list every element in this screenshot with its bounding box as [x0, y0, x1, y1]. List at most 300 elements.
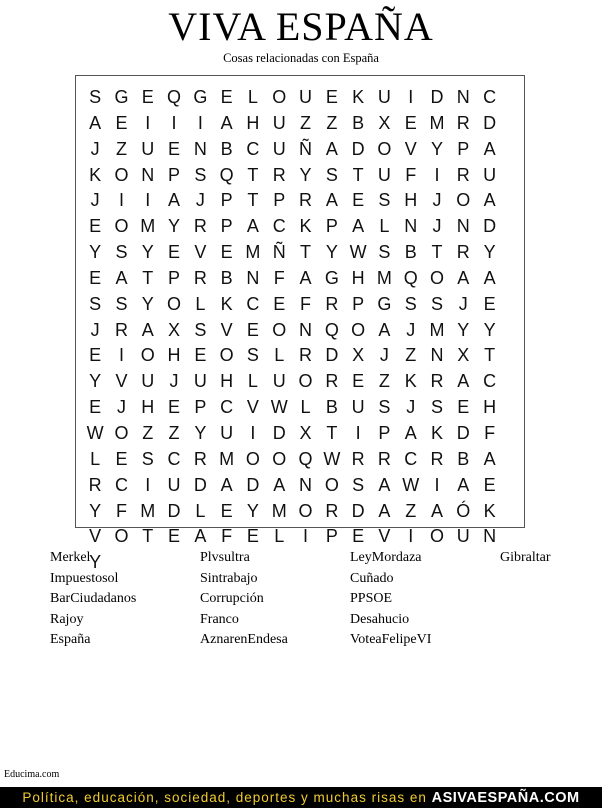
grid-letter: F	[300, 293, 312, 314]
grid-letter: S	[115, 293, 128, 314]
grid-letter: J	[432, 190, 442, 211]
grid-letter: S	[194, 319, 207, 340]
grid-letter: Z	[168, 422, 180, 443]
grid-letter: S	[115, 242, 128, 263]
grid-letter: B	[220, 138, 233, 159]
grid-letter: W	[270, 397, 288, 418]
grid-letter: L	[274, 345, 285, 366]
grid-letter: C	[483, 87, 497, 107]
grid-letter: U	[456, 526, 470, 547]
grid-letter: Y	[457, 319, 470, 340]
grid-letter: Q	[298, 448, 313, 469]
grid-letter: O	[351, 319, 366, 340]
word-column-4	[500, 548, 602, 569]
grid-letter: C	[167, 448, 181, 469]
grid-letter: X	[457, 345, 470, 366]
grid-letter: X	[352, 345, 365, 366]
grid-letter: Ñ	[299, 138, 313, 159]
grid-letter: B	[352, 112, 365, 133]
word-list-item: PPSOE	[350, 591, 393, 606]
grid-letter: H	[351, 267, 365, 288]
grid-letter: R	[430, 371, 444, 392]
grid-letter: O	[114, 422, 129, 443]
grid-letter: T	[142, 526, 154, 547]
grid-letter: Z	[142, 422, 154, 443]
grid-letter: C	[483, 371, 497, 392]
grid-letter: I	[434, 164, 440, 185]
grid-letter: U	[272, 371, 286, 392]
grid-letter: A	[141, 319, 154, 340]
grid-letter: S	[378, 397, 391, 418]
grid-letter: E	[220, 87, 233, 107]
grid-letter: I	[408, 87, 414, 107]
word-list-item: BarCiudadanos	[50, 591, 137, 606]
grid-letter: A	[483, 190, 496, 211]
grid-letter: J	[90, 190, 100, 211]
footer-brand-link[interactable]: ASIVAESPAÑA.COM	[431, 790, 580, 806]
grid-letter: O	[430, 526, 445, 547]
grid-letter: P	[168, 164, 181, 185]
grid-letter: G	[377, 293, 392, 314]
grid-letter: V	[404, 138, 417, 159]
grid-letter: Y	[431, 138, 444, 159]
grid-letter: U	[220, 422, 234, 443]
grid-letter: O	[272, 448, 287, 469]
grid-letter: I	[355, 422, 361, 443]
grid-letter: V	[246, 397, 259, 418]
grid-letter: W	[402, 474, 420, 495]
grid-letter: K	[299, 216, 312, 237]
grid-letter: L	[300, 397, 311, 418]
grid-letter: E	[168, 138, 181, 159]
grid-letter: M	[140, 216, 156, 237]
grid-letter: H	[167, 345, 181, 366]
grid-letter: U	[377, 87, 391, 107]
grid-letter: N	[299, 319, 313, 340]
grid-letter: S	[352, 474, 365, 495]
grid-letter: C	[272, 216, 286, 237]
grid-letter: B	[404, 242, 417, 263]
grid-letter: Y	[325, 242, 338, 263]
grid-letter: D	[246, 474, 260, 495]
grid-letter: R	[299, 345, 313, 366]
grid-letter: Y	[141, 242, 154, 263]
grid-letter: Y	[89, 242, 102, 263]
grid-letter: L	[90, 448, 101, 469]
grid-letter: D	[351, 138, 365, 159]
word-list-item: Merkel	[50, 550, 91, 565]
grid-letter: R	[193, 216, 207, 237]
letter-grid	[82, 85, 503, 576]
grid-letter: K	[352, 87, 365, 107]
grid-letter: A	[483, 138, 496, 159]
grid-letter: V	[115, 371, 128, 392]
grid-letter: N	[404, 216, 418, 237]
grid-letter: R	[456, 164, 470, 185]
grid-letter: A	[457, 474, 470, 495]
grid-letter: O	[245, 448, 260, 469]
grid-letter: O	[114, 526, 129, 547]
grid-letter: L	[195, 500, 206, 521]
grid-letter: R	[299, 190, 313, 211]
grid-letter: G	[114, 87, 129, 107]
grid-letter: Y	[89, 552, 102, 573]
grid-letter: K	[483, 500, 496, 521]
grid-letter: Q	[324, 319, 339, 340]
grid-letter: E	[115, 448, 128, 469]
grid-letter: A	[378, 319, 391, 340]
grid-letter: V	[194, 242, 207, 263]
grid-letter: J	[458, 293, 468, 314]
word-list-item: España	[50, 632, 91, 647]
grid-letter: Q	[403, 267, 418, 288]
grid-letter: E	[246, 526, 259, 547]
grid-letter: S	[378, 190, 391, 211]
grid-letter: E	[89, 345, 102, 366]
grid-letter: I	[118, 345, 124, 366]
grid-letter: P	[168, 267, 181, 288]
grid-letter: E	[168, 242, 181, 263]
grid-letter: D	[456, 422, 470, 443]
grid-letter: J	[116, 397, 126, 418]
grid-letter: U	[483, 164, 497, 185]
grid-letter: P	[220, 216, 233, 237]
grid-letter: S	[431, 397, 444, 418]
grid-letter: H	[220, 371, 234, 392]
grid-letter: S	[246, 345, 259, 366]
grid-letter: Y	[483, 242, 496, 263]
grid-letter: Z	[405, 345, 417, 366]
grid-letter: I	[145, 190, 151, 211]
grid-letter: L	[247, 371, 258, 392]
grid-letter: R	[325, 293, 339, 314]
grid-letter: U	[351, 397, 365, 418]
grid-letter: V	[89, 526, 102, 547]
grid-letter: A	[352, 216, 365, 237]
grid-letter: E	[220, 500, 233, 521]
grid-letter: M	[271, 500, 287, 521]
grid-letter: C	[114, 474, 128, 495]
grid-letter: O	[114, 216, 129, 237]
word-list-item: Desahucio	[350, 611, 410, 627]
grid-letter: I	[197, 112, 203, 133]
grid-letter: S	[378, 242, 391, 263]
grid-letter: Y	[246, 500, 259, 521]
grid-letter: J	[432, 216, 442, 237]
word-column-1	[50, 548, 190, 651]
grid-letter: I	[408, 526, 414, 547]
grid-letter: P	[378, 422, 391, 443]
word-list-item: Franco	[200, 611, 239, 627]
grid-letter: E	[89, 267, 102, 288]
grid-letter: Y	[299, 164, 312, 185]
grid-letter: K	[404, 371, 417, 392]
grid-letter: D	[272, 422, 286, 443]
grid-letter: J	[406, 397, 416, 418]
grid-letter: J	[169, 371, 179, 392]
grid-letter: S	[141, 448, 154, 469]
grid-letter: J	[195, 190, 205, 211]
grid-letter: A	[220, 112, 233, 133]
grid-letter: W	[323, 448, 341, 469]
grid-letter: N	[430, 345, 444, 366]
grid-letter: N	[456, 87, 470, 107]
grid-letter: A	[194, 526, 207, 547]
grid-letter: I	[434, 474, 440, 495]
grid-letter: E	[89, 216, 102, 237]
grid-letter: Y	[89, 500, 102, 521]
grid-letter: R	[377, 448, 391, 469]
grid-letter: E	[89, 397, 102, 418]
grid-letter: G	[324, 267, 339, 288]
grid-letter: P	[220, 190, 233, 211]
grid-letter: W	[86, 422, 104, 443]
page-subtitle: Cosas relacionadas con España	[223, 51, 379, 65]
grid-letter: R	[325, 371, 339, 392]
grid-letter: T	[326, 422, 338, 443]
word-column-2	[200, 548, 340, 651]
grid-letter: S	[194, 164, 207, 185]
grid-letter: Z	[405, 500, 417, 521]
grid-letter: P	[352, 293, 365, 314]
grid-letter: C	[404, 448, 418, 469]
grid-letter: I	[250, 422, 256, 443]
grid-letter: H	[246, 112, 260, 133]
grid-letter: T	[142, 267, 154, 288]
grid-letter: Q	[219, 164, 234, 185]
grid-letter: J	[90, 319, 100, 340]
grid-letter: S	[431, 293, 444, 314]
grid-letter: O	[140, 345, 155, 366]
grid-letter: Ñ	[272, 242, 286, 263]
grid-letter: V	[378, 526, 391, 547]
word-column-3	[350, 548, 490, 651]
grid-letter: C	[246, 293, 260, 314]
grid-letter: N	[193, 138, 207, 159]
grid-letter: U	[299, 87, 313, 107]
grid-letter: A	[115, 267, 128, 288]
grid-letter: E	[404, 112, 417, 133]
grid-letter: N	[456, 216, 470, 237]
grid-letter: F	[115, 500, 127, 521]
grid-letter: M	[245, 242, 261, 263]
grid-letter: E	[141, 87, 154, 107]
footer-banner	[0, 787, 602, 808]
grid-letter: M	[429, 112, 445, 133]
grid-letter: A	[220, 474, 233, 495]
grid-letter: W	[349, 242, 367, 263]
grid-letter: A	[457, 267, 470, 288]
word-list-item: LeyMordaza	[350, 550, 422, 565]
grid-letter: E	[246, 319, 259, 340]
grid-letter: N	[299, 474, 313, 495]
grid-letter: D	[193, 474, 207, 495]
grid-letter: H	[404, 190, 418, 211]
grid-letter: P	[457, 138, 470, 159]
grid-letter: N	[246, 267, 260, 288]
grid-letter: D	[351, 500, 365, 521]
grid-letter: B	[220, 267, 233, 288]
word-list-item: Corrupción	[200, 591, 264, 606]
word-list-item: Cuñado	[350, 570, 394, 586]
grid-letter: U	[167, 474, 181, 495]
grid-letter: O	[377, 138, 392, 159]
grid-letter: G	[193, 87, 208, 107]
grid-letter: A	[457, 371, 470, 392]
grid-letter: E	[457, 397, 470, 418]
grid-letter: U	[272, 112, 286, 133]
grid-letter: Y	[194, 422, 207, 443]
grid-letter: L	[274, 526, 285, 547]
word-list-item: Impuestosol	[50, 570, 119, 586]
grid-letter: D	[430, 87, 444, 107]
grid-letter: O	[298, 500, 313, 521]
grid-letter: A	[378, 500, 391, 521]
grid-letter: O	[456, 190, 471, 211]
grid-letter: S	[89, 293, 102, 314]
grid-letter: S	[325, 164, 338, 185]
grid-letter: M	[140, 500, 156, 521]
grid-letter: E	[352, 526, 365, 547]
grid-letter: P	[194, 397, 207, 418]
grid-letter: Y	[141, 293, 154, 314]
grid-letter: P	[325, 216, 338, 237]
grid-letter: L	[247, 87, 258, 107]
grid-letter: N	[141, 164, 155, 185]
grid-letter: O	[114, 164, 129, 185]
grid-letter: O	[219, 345, 234, 366]
grid-letter: A	[483, 267, 496, 288]
grid-letter: R	[88, 474, 102, 495]
grid-letter: A	[325, 138, 338, 159]
grid-letter: L	[195, 293, 206, 314]
grid-letter: E	[168, 397, 181, 418]
grid-letter: M	[219, 448, 235, 469]
grid-letter: I	[145, 474, 151, 495]
grid-letter: R	[193, 448, 207, 469]
grid-letter: S	[404, 293, 417, 314]
grid-letter: A	[168, 190, 181, 211]
grid-letter: Q	[167, 87, 182, 107]
grid-letter: Z	[378, 371, 390, 392]
grid-letter: K	[89, 164, 102, 185]
grid-letter: E	[483, 293, 496, 314]
grid-letter: E	[115, 112, 128, 133]
grid-letter: V	[220, 319, 233, 340]
grid-letter: T	[247, 190, 259, 211]
grid-letter: U	[377, 164, 391, 185]
grid-letter: C	[246, 138, 260, 159]
grid-letter: J	[90, 138, 100, 159]
grid-letter: Y	[89, 371, 102, 392]
grid-letter: I	[171, 112, 177, 133]
grid-letter: F	[484, 422, 496, 443]
grid-letter: Z	[300, 112, 312, 133]
grid-letter: X	[168, 319, 181, 340]
word-list-item: Plvsultra	[200, 550, 250, 565]
grid-letter: P	[325, 526, 338, 547]
grid-letter: S	[89, 87, 102, 107]
word-list-item: AznarenEndesa	[200, 632, 288, 647]
credit-text: Educima.com	[4, 769, 60, 780]
grid-letter: Ó	[456, 500, 471, 521]
grid-letter: J	[406, 319, 416, 340]
footer-tagline: Política, educación, sociedad, deportes y muchas risas en	[22, 790, 427, 805]
word-list-item: Rajoy	[50, 611, 84, 627]
grid-letter: U	[272, 138, 286, 159]
grid-letter: T	[247, 164, 259, 185]
grid-letter: A	[431, 500, 444, 521]
grid-letter: A	[246, 216, 259, 237]
grid-letter: Y	[483, 319, 496, 340]
grid-letter: D	[483, 216, 497, 237]
page-title: VIVA ESPAÑA	[168, 4, 434, 49]
grid-letter: D	[167, 500, 181, 521]
grid-letter: E	[273, 293, 286, 314]
grid-letter: Z	[326, 112, 338, 133]
grid-letter: P	[273, 190, 286, 211]
grid-letter: A	[483, 448, 496, 469]
grid-letter: F	[405, 164, 417, 185]
grid-letter: O	[167, 293, 182, 314]
grid-letter: T	[352, 164, 364, 185]
grid-letter: H	[483, 397, 497, 418]
grid-letter: M	[376, 267, 392, 288]
grid-letter: I	[145, 112, 151, 133]
grid-letter: Z	[115, 138, 127, 159]
word-list-item: Gibraltar	[500, 550, 551, 565]
grid-letter: T	[484, 345, 496, 366]
grid-letter: R	[272, 164, 286, 185]
grid-letter: A	[378, 474, 391, 495]
grid-letter: O	[272, 87, 287, 107]
grid-letter: J	[379, 345, 389, 366]
grid-letter: E	[352, 190, 365, 211]
word-list-item: VoteaFelipeVI	[350, 632, 432, 647]
grid-letter: H	[141, 397, 155, 418]
grid-letter: E	[352, 371, 365, 392]
grid-letter: A	[404, 422, 417, 443]
grid-letter: R	[456, 112, 470, 133]
grid-letter: A	[89, 112, 102, 133]
grid-letter: R	[325, 500, 339, 521]
grid-letter: T	[300, 242, 312, 263]
grid-letter: C	[220, 397, 234, 418]
grid-letter: R	[114, 319, 128, 340]
grid-letter: A	[299, 267, 312, 288]
grid-letter: O	[430, 267, 445, 288]
grid-letter: L	[379, 216, 390, 237]
grid-letter: D	[325, 345, 339, 366]
grid-letter: O	[298, 371, 313, 392]
grid-letter: Y	[168, 216, 181, 237]
grid-letter: E	[194, 345, 207, 366]
grid-letter: R	[456, 242, 470, 263]
grid-letter: D	[483, 112, 497, 133]
grid-letter: E	[325, 87, 338, 107]
grid-letter: E	[483, 474, 496, 495]
grid-letter: B	[325, 397, 338, 418]
grid-letter: A	[273, 474, 286, 495]
grid-letter: X	[299, 422, 312, 443]
grid-letter: X	[378, 112, 391, 133]
grid-letter: O	[272, 319, 287, 340]
grid-letter: K	[220, 293, 233, 314]
grid-letter: F	[221, 526, 233, 547]
grid-letter: U	[193, 371, 207, 392]
grid-letter: F	[273, 267, 285, 288]
grid-letter: N	[483, 526, 497, 547]
